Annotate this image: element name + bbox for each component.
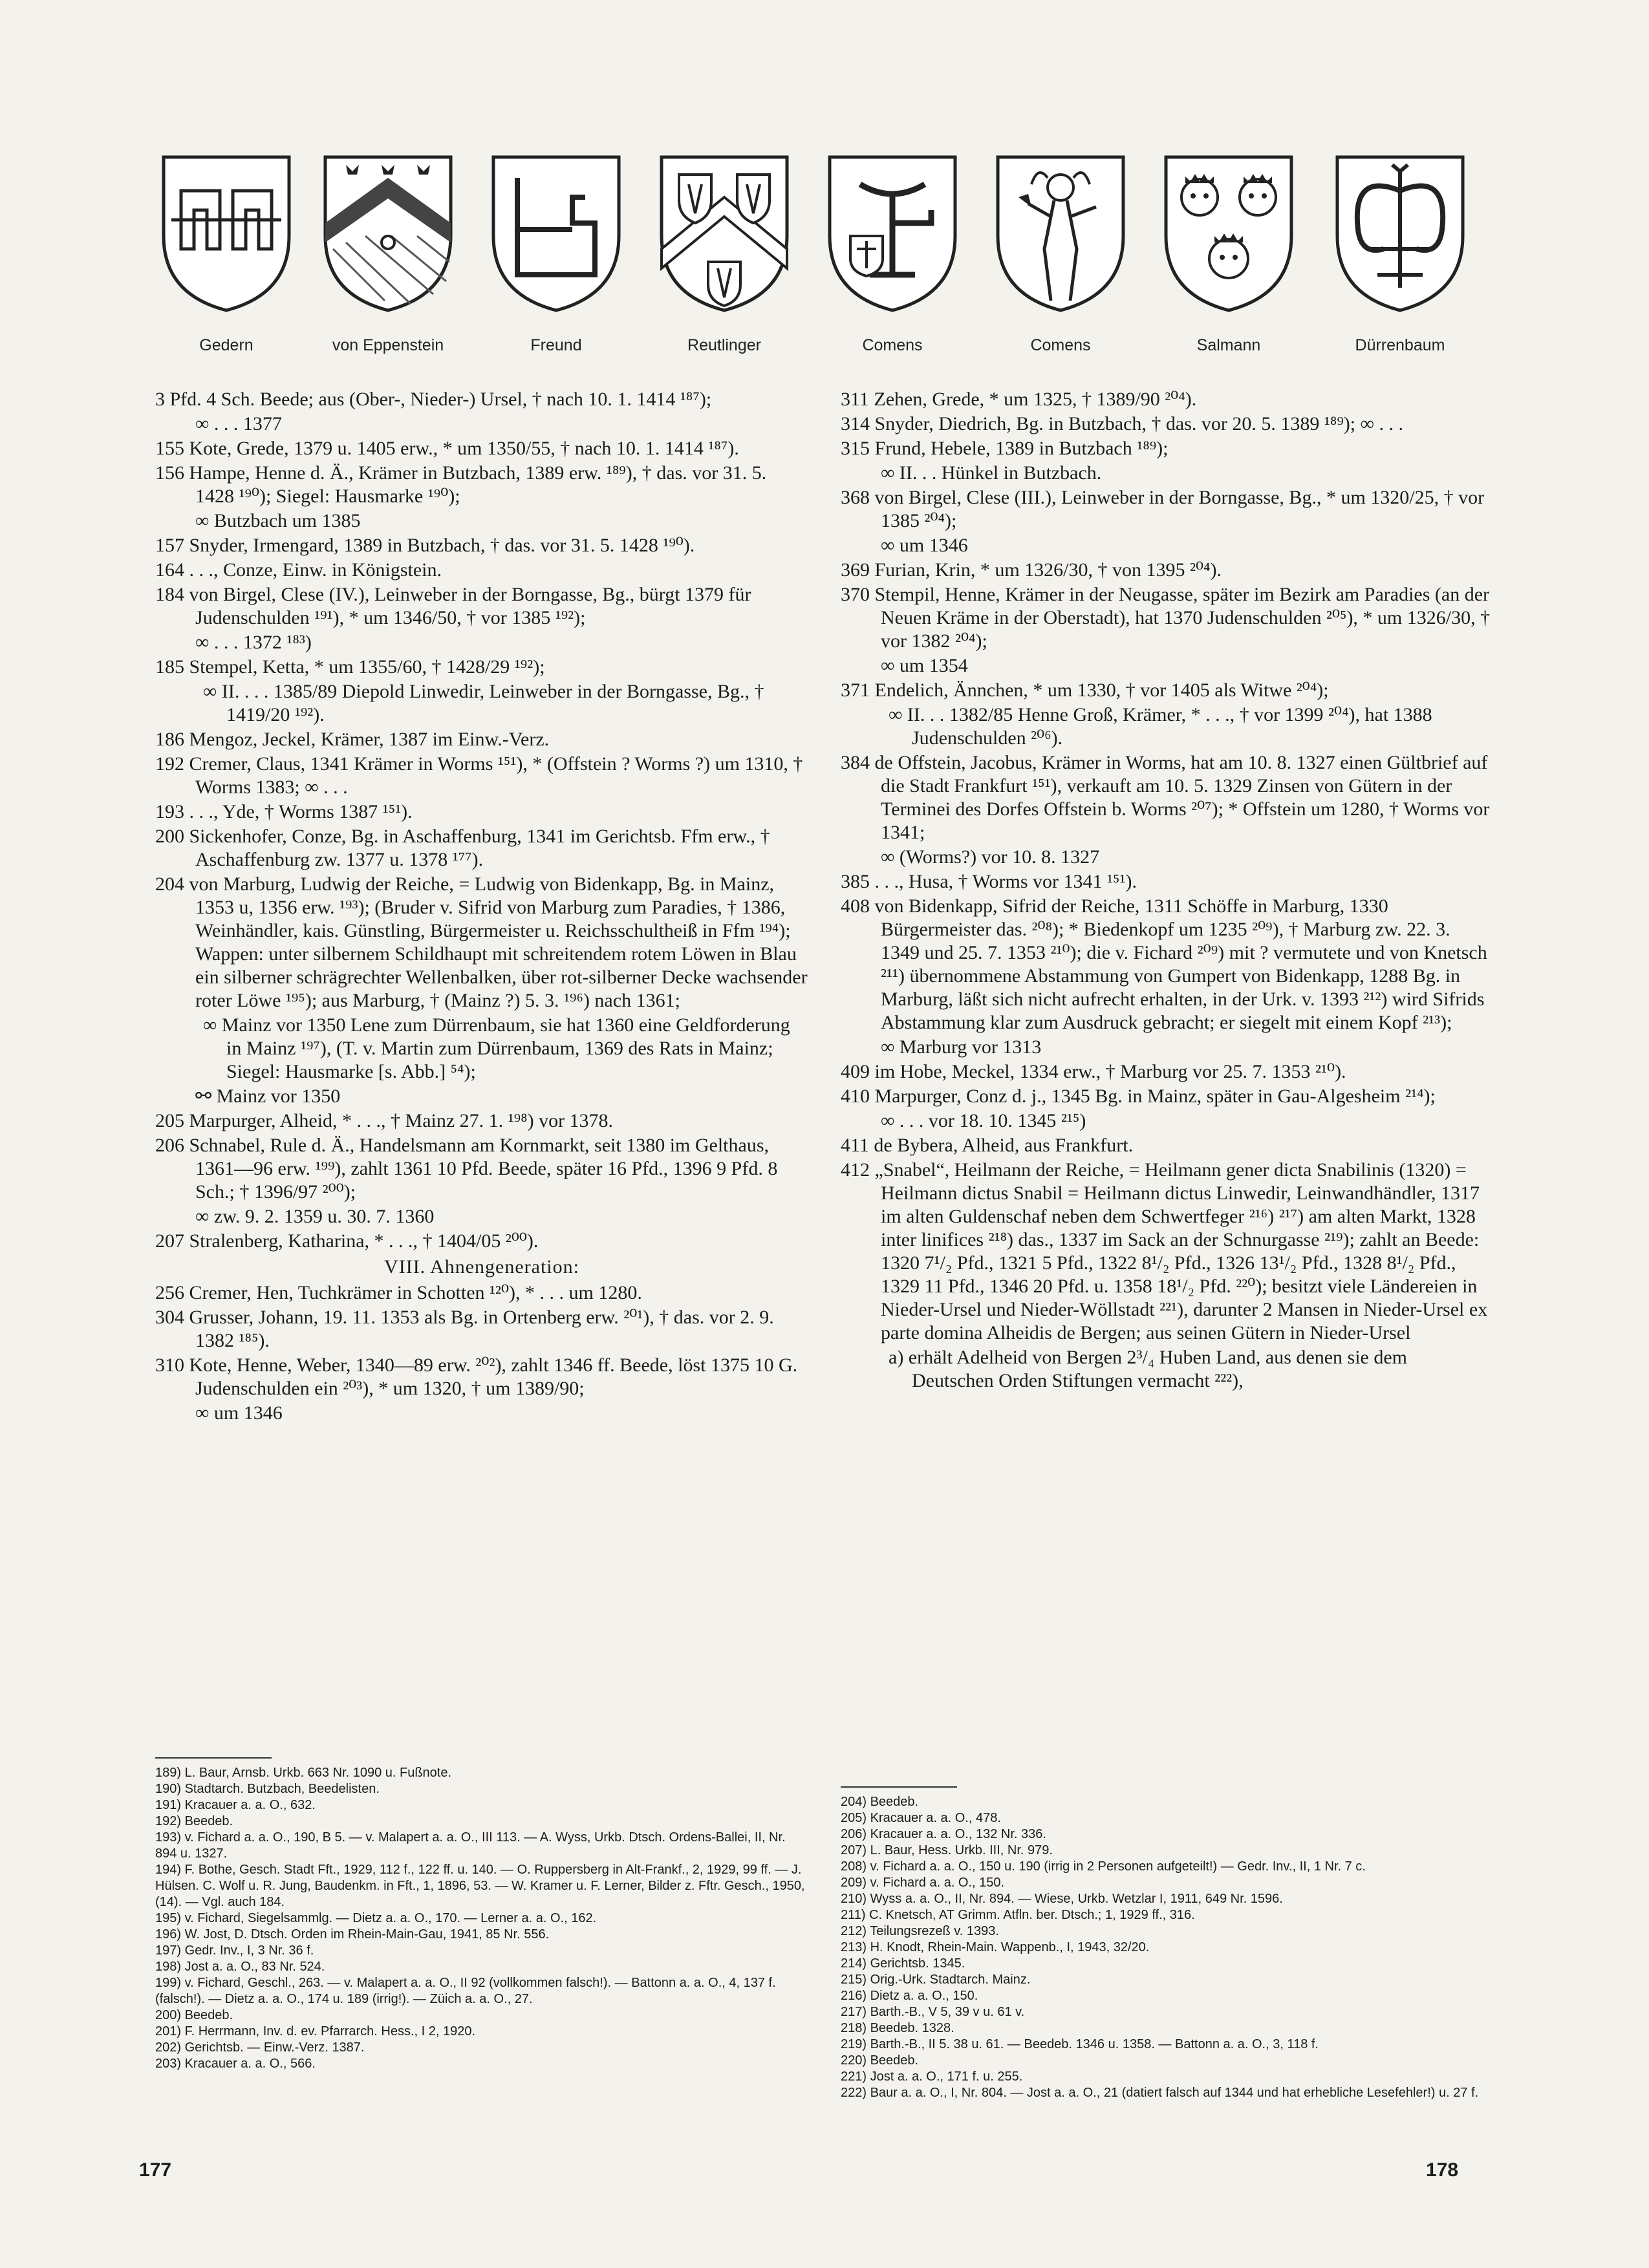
marriage-line: ∞ . . . 1372 ¹⁸³) <box>195 632 312 653</box>
duerrenbaum-shield-icon <box>1332 152 1468 314</box>
reutlinger-shield-icon <box>656 152 792 314</box>
marriage-line: ∞ II. . . 1382/85 Henne Groß, Krämer, * . . ., † vor 1399 ²⁰⁴), hat 1388 Judenschulden ²⁰⁶). <box>889 704 1432 749</box>
arms-label: Comens <box>862 336 923 354</box>
page-number-left: 177 <box>139 2159 172 2181</box>
entry-311: 311 Zehen, Grede, * um 1325, † 1389/90 ²⁰⁴). <box>841 389 1197 410</box>
footnote: 218) Beedeb. 1328. <box>841 2021 954 2035</box>
footnote: 216) Dietz a. a. O., 150. <box>841 1989 978 2003</box>
entry-408: 408 von Bidenkapp, Sifrid der Reiche, 1311 Schöffe in Marburg, 1330 Bürgermeister das. ²⁰⁸); * Biedenkopf um 1235 ²⁰⁹), † Marburg zw. 22. 3. 1349 und 25. 7. 1353 ²¹⁰); die v. Fichard ²⁰⁹) mit ? vermutete und von Knetsch ²¹¹) übernommene Abstammung von Gumpert von Bidenkapp, 1288 Bg. in Marburg, läßt sich nicht aufrecht erhalten, in der Urk. v. 1393 ²¹²) wird Sifrids Abstammung klar zum Ausdruck gebracht; er siegelt mit einem Kopf ²¹³); <box>841 895 1487 1033</box>
footnote: 192) Beedeb. <box>155 1814 233 1828</box>
marriage-line: ∞ II. . . Hünkel in Butzbach. <box>881 462 1102 484</box>
footnote: 196) W. Jost, D. Dtsch. Orden im Rhein-Main-Gau, 1941, 85 Nr. 556. <box>155 1927 550 1942</box>
comens-figure-shield-icon <box>993 152 1128 314</box>
footnote: 198) Jost a. a. O., 83 Nr. 524. <box>155 1960 325 1974</box>
salmann-shield-icon <box>1161 152 1297 314</box>
entry-207: 207 Stralenberg, Katharina, * . . ., † 1404/05 ²⁰⁰). <box>155 1230 539 1252</box>
arms-label: Freund <box>530 336 582 354</box>
arms-label: von Eppenstein <box>332 336 444 354</box>
footnote: 214) Gerichtsb. 1345. <box>841 1956 965 1971</box>
entry-385: 385 . . ., Husa, † Worms vor 1341 ¹⁵¹). <box>841 871 1137 892</box>
footnote: 222) Baur a. a. O., I, Nr. 804. — Jost a. a. O., 21 (datiert falsch auf 1344 und hat erhebliche Lesefehler!) u. 27 f. <box>841 2086 1479 2100</box>
entry-310: 310 Kote, Henne, Weber, 1340—89 erw. ²⁰²), zahlt 1346 ff. Beede, löst 1375 10 G. Judenschulden ein ²⁰³), * um 1320, † um 1389/90; <box>155 1354 798 1399</box>
right-footnotes <box>841 1775 1494 2101</box>
entry-200: 200 Sickenhofer, Conze, Bg. in Aschaffenburg, 1341 im Gerichtsb. Ffm erw., † Aschaffenburg zw. 1377 u. 1378 ¹⁷⁷). <box>155 826 770 870</box>
marriage-line: ∞ (Worms?) vor 10. 8. 1327 <box>881 846 1100 868</box>
footnote: 211) C. Knetsch, AT Grimm. Atfln. ber. Dtsch.; 1, 1929 ff., 316. <box>841 1908 1195 1922</box>
entry-369: 369 Furian, Krin, * um 1326/30, † von 1395 ²⁰⁴). <box>841 559 1222 581</box>
eppenstein-shield-icon <box>320 152 456 314</box>
marriage-line: ∞ . . . vor 18. 10. 1345 ²¹⁵) <box>881 1110 1086 1131</box>
footnote: 193) v. Fichard a. a. O., 190, B 5. — v. Malapert a. a. O., III 113. — A. Wyss, Urkb. Dtsch. Ordens-Ballei, II, Nr. 894 u. 1327. <box>155 1830 786 1861</box>
entry-410: 410 Marpurger, Conz d. j., 1345 Bg. in Mainz, später in Gau-Algesheim ²¹⁴); <box>841 1086 1436 1107</box>
footnote: 195) v. Fichard, Siegelsammlg. — Dietz a. a. O., 170. — Lerner a. a. O., 162. <box>155 1911 597 1925</box>
entry-409: 409 im Hobe, Meckel, 1334 erw., † Marburg vor 25. 7. 1353 ²¹⁰). <box>841 1061 1346 1082</box>
entry-314: 314 Snyder, Diedrich, Bg. in Butzbach, † das. vor 20. 5. 1389 ¹⁸⁹); ∞ . . . <box>841 413 1403 434</box>
footnote: 217) Barth.-B., V 5, 39 v u. 61 v. <box>841 2005 1025 2019</box>
footnote: 219) Barth.-B., II 5. 38 u. 61. — Beedeb. 1346 u. 1358. — Battonn a. a. O., 3, 118 f. <box>841 2037 1319 2051</box>
footnote: 215) Orig.-Urk. Stadtarch. Mainz. <box>841 1973 1031 1987</box>
footnote: 210) Wyss a. a. O., II, Nr. 894. — Wiese, Urkb. Wetzlar I, 1911, 649 Nr. 1596. <box>841 1892 1283 1906</box>
footnote: 190) Stadtarch. Butzbach, Beedelisten. <box>155 1782 380 1796</box>
arms-label: Salmann <box>1196 336 1261 354</box>
left-footnotes <box>155 1746 808 2072</box>
entry-186: 186 Mengoz, Jeckel, Krämer, 1387 im Einw.-Verz. <box>155 729 550 750</box>
entry-156: 156 Hampe, Henne d. Ä., Krämer in Butzbach, 1389 erw. ¹⁸⁹), † das. vor 31. 5. 1428 ¹⁹⁰); Siegel: Hausmarke ¹⁹⁰); <box>155 462 767 507</box>
entry-412: 412 „Snabel“, Heilmann der Reiche, = Heilmann gener dicta Snabilinis (1320) = Heilmann dictus Snabil = Heilmann dictus Linwedir, Leinwandhändler, 1317 im alten Guldenschaf neben dem Schwertfeger ²¹⁶) ²¹⁷) am alten Markt, 1328 inter linifices ²¹⁸) das., 1337 im Sack an der Schnurgasse ²¹⁹); zahlt an Beede: 1320 7¹/₂ Pfd., 1321 5 Pfd., 1322 8¹/₂ Pfd., 1326 13¹/₂ Pfd., 1328 8¹/₂ Pfd., 1329 11 Pfd., 1346 20 Pfd. u. 1358 18¹/₂ Pfd. ²²⁰); besitzt viele Ländereien in Nieder-Ursel und Nieder-Wöllstadt ²²¹), darunter 2 Mansen in Nieder-Ursel ex parte domina Alheidis de Bergen; aus seinen Gütern in Nieder-Ursel <box>841 1159 1488 1343</box>
arms-label: Reutlinger <box>687 336 761 354</box>
marriage-line: ∞ um 1346 <box>195 1402 283 1424</box>
entry-164: 164 . . ., Conze, Einw. in Königstein. <box>155 559 442 581</box>
section-heading: VIII. Ahnengeneration: <box>384 1256 579 1278</box>
footnote: 209) v. Fichard a. a. O., 150. <box>841 1876 1005 1890</box>
coats-of-arms-row <box>149 152 1494 352</box>
footnote: 199) v. Fichard, Geschl., 263. — v. Malapert a. a. O., II 92 (vollkommen falsch!). — Battonn a. a. O., 4, 137 f. (falsch!). — Dietz a. a. O., 174 u. 189 (irrig!). — Züich a. a. O., 27. <box>155 1976 776 2006</box>
footnote: 220) Beedeb. <box>841 2053 919 2068</box>
entry-384: 384 de Offstein, Jacobus, Krämer in Worms, hat am 10. 8. 1327 einen Gültbrief auf die Stadt Frankfurt ¹⁵¹), verkauft am 10. 5. 1329 Zinsen von Gütern in der Terminei des Dorfes Offstein b. Worms ²⁰⁷); * Offstein um 1280, † Worms vor 1341; <box>841 752 1490 843</box>
marriage-line: ∞ um 1346 <box>881 535 968 556</box>
entry-370: 370 Stempil, Henne, Krämer in der Neugasse, später im Bezirk am Paradies (an der Neuen Kräme in der Oberstadt), hat 1370 Judenschulden ²⁰⁵), * um 1326/30, † vor 1382 ²⁰⁴); <box>841 584 1491 652</box>
arms-label: Gedern <box>199 336 253 354</box>
entry-193: 193 . . ., Yde, † Worms 1387 ¹⁵¹). <box>155 801 413 822</box>
gedern-shield-icon <box>158 152 294 314</box>
entry-text: 3 Pfd. 4 Sch. Beede; aus (Ober-, Nieder-) Ursel, † nach 10. 1. 1414 ¹⁸⁷); <box>155 389 712 410</box>
footnote: 189) L. Baur, Arnsb. Urkb. 663 Nr. 1090 u. Fußnote. <box>155 1766 452 1780</box>
footnote-rule <box>155 1757 272 1759</box>
entry-256: 256 Cremer, Hen, Tuchkrämer in Schotten ¹²⁰), * . . . um 1280. <box>155 1282 642 1303</box>
marriage-line: ∞ Butzbach um 1385 <box>195 510 361 531</box>
footnote: 202) Gerichtsb. — Einw.-Verz. 1387. <box>155 2040 365 2055</box>
right-column <box>841 388 1494 1394</box>
entry-185: 185 Stempel, Ketta, * um 1355/60, † 1428/29 ¹⁹²); <box>155 656 545 678</box>
entry-371: 371 Endelich, Ännchen, * um 1330, † vor 1405 als Witwe ²⁰⁴); <box>841 679 1329 701</box>
entry-411: 411 de Bybera, Alheid, aus Frankfurt. <box>841 1135 1134 1156</box>
entry-304: 304 Grusser, Johann, 19. 11. 1353 als Bg. in Ortenberg erw. ²⁰¹), † das. vor 2. 9. 1382 ¹⁸⁵). <box>155 1307 774 1351</box>
footnote: 205) Kracauer a. a. O., 478. <box>841 1811 1001 1825</box>
sub-item-a: a) erhält Adelheid von Bergen 2³/₄ Huben Land, aus denen sie dem Deutschen Orden Stiftungen vermacht ²²²), <box>889 1347 1408 1391</box>
entry-204: 204 von Marburg, Ludwig der Reiche, = Ludwig von Bidenkapp, Bg. in Mainz, 1353 u, 1356 erw. ¹⁹³); (Bruder v. Sifrid von Marburg zum Paradies, † 1386, Weinhändler, kais. Günstling, Bürgermeister u. Reichsschultheiß in Ffm ¹⁹⁴); Wappen: unter silbernem Schildhaupt mit schreitendem rotem Löwen in Blau ein silberner schrägrechter Wellenbalken, über rot-silberner Decke wachsender roter Löwe ¹⁹⁵); aus Marburg, † (Mainz ?) 5. 3. ¹⁹⁶) nach 1361; <box>155 873 808 1011</box>
footnote: 221) Jost a. a. O., 171 f. u. 255. <box>841 2070 1023 2084</box>
footnote: 201) F. Herrmann, Inv. d. ev. Pfarrarch. Hess., I 2, 1920. <box>155 2024 476 2038</box>
footnote: 206) Kracauer a. a. O., 132 Nr. 336. <box>841 1827 1046 1841</box>
marriage-line: ∞ zw. 9. 2. 1359 u. 30. 7. 1360 <box>195 1206 435 1227</box>
entry-157: 157 Snyder, Irmengard, 1389 in Butzbach, † das. vor 31. 5. 1428 ¹⁹⁰). <box>155 535 695 556</box>
footnote: 203) Kracauer a. a. O., 566. <box>155 2057 316 2071</box>
marriage-line: ∞ Mainz vor 1350 Lene zum Dürrenbaum, sie hat 1360 eine Geldforderung in Mainz ¹⁹⁷), (T. v. Martin zum Dürrenbaum, 1369 des Rats in Mainz; Siegel: Hausmarke [s. Abb.] ⁵⁴); <box>203 1014 790 1082</box>
footnote: 212) Teilungsrezeß v. 1393. <box>841 1924 999 1938</box>
marriage-line: ⚯ Mainz vor 1350 <box>195 1086 341 1107</box>
entry-206: 206 Schnabel, Rule d. Ä., Handelsmann am Kornmarkt, seit 1380 im Gelthaus, 1361—96 erw. ¹⁹⁹), zahlt 1361 10 Pfd. Beede, später 16 Pfd., 1396 9 Pfd. 8 Sch.; † 1396/97 ²⁰⁰); <box>155 1135 778 1203</box>
marriage-line: ∞ . . . 1377 <box>195 413 282 434</box>
footnote: 204) Beedeb. <box>841 1795 919 1809</box>
page-number-right: 178 <box>1426 2159 1459 2181</box>
entry-184: 184 von Birgel, Clese (IV.), Leinweber in der Borngasse, Bg., bürgt 1379 für Judenschulden ¹⁹¹), * um 1346/50, † vor 1385 ¹⁹²); <box>155 584 751 628</box>
footnote: 208) v. Fichard a. a. O., 150 u. 190 (irrig in 2 Personen aufgeteilt!) — Gedr. Inv., II, 1 Nr. 7 c. <box>841 1859 1366 1874</box>
footnote: 213) H. Knodt, Rhein-Main. Wappenb., I, 1943, 32/20. <box>841 1940 1150 1954</box>
footnote: 200) Beedeb. <box>155 2008 233 2022</box>
footnote: 197) Gedr. Inv., I, 3 Nr. 36 f. <box>155 1943 314 1958</box>
marriage-line: ∞ um 1354 <box>881 655 968 676</box>
entry-315: 315 Frund, Hebele, 1389 in Butzbach ¹⁸⁹); <box>841 438 1169 459</box>
entry-155: 155 Kote, Grede, 1379 u. 1405 erw., * um 1350/55, † nach 10. 1. 1414 ¹⁸⁷). <box>155 438 739 459</box>
comens-shield-icon <box>824 152 960 314</box>
entry-192: 192 Cremer, Claus, 1341 Krämer in Worms ¹⁵¹), * (Offstein ? Worms ?) um 1310, † Worms 1383; ∞ . . . <box>155 753 803 798</box>
footnote: 207) L. Baur, Hess. Urkb. III, Nr. 979. <box>841 1843 1053 1857</box>
marriage-line: ∞ II. . . . 1385/89 Diepold Linwedir, Leinweber in der Borngasse, Bg., † 1419/20 ¹⁹²). <box>203 681 764 725</box>
freund-shield-icon <box>488 152 624 314</box>
entry-368: 368 von Birgel, Clese (III.), Leinweber in der Borngasse, Bg., * um 1320/25, † vor 1385 ²⁰⁴); <box>841 487 1485 531</box>
marriage-line: ∞ Marburg vor 1313 <box>881 1036 1042 1058</box>
arms-label: Comens <box>1030 336 1091 354</box>
footnote: 191) Kracauer a. a. O., 632. <box>155 1798 316 1812</box>
arms-label: Dürrenbaum <box>1355 336 1445 354</box>
footnote: 194) F. Bothe, Gesch. Stadt Fft., 1929, 112 f., 122 ff. u. 140. — O. Ruppersberg in Alt-Frankf., 2, 1929, 99 ff. — J. Hülsen. C. Wolf u. R. Jung, Baudenkm. in Fft., 1, 1896, 53. — W. Kramer u. F. Lerner, Bilder z. Fftr. Gesch., 1950, (14). — Vgl. auch 184. <box>155 1863 805 1909</box>
footnote-rule <box>841 1786 957 1788</box>
entry-205: 205 Marpurger, Alheid, * . . ., † Mainz 27. 1. ¹⁹⁸) vor 1378. <box>155 1110 614 1131</box>
left-column <box>155 388 808 1426</box>
